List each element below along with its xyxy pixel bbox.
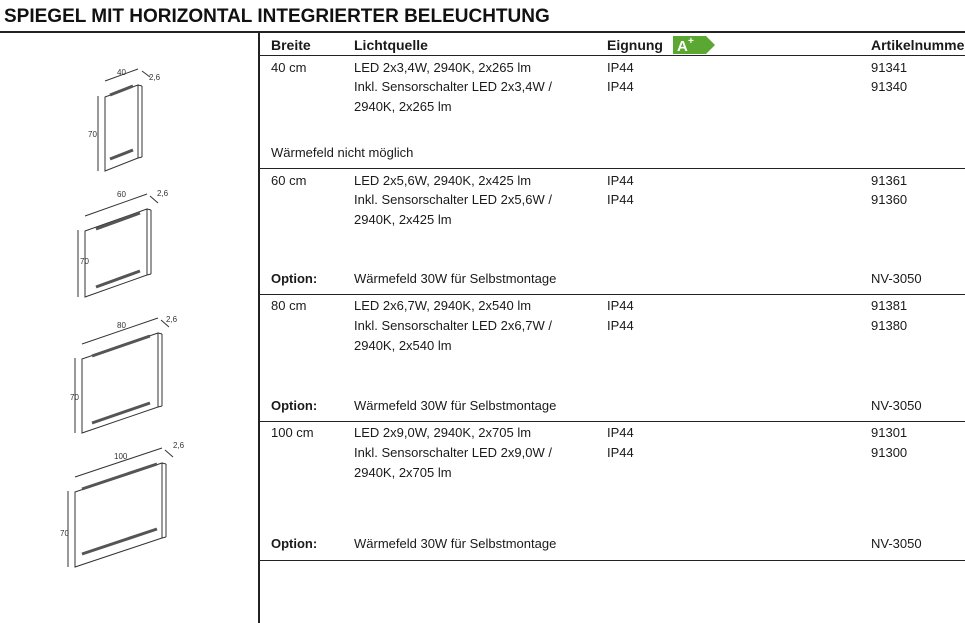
column-divider xyxy=(258,33,260,623)
energy-plus: + xyxy=(688,36,694,47)
row-lichtquelle: LED 2x5,6W, 2940K, 2x425 lm xyxy=(354,173,532,188)
group-divider xyxy=(260,168,965,169)
sketch-height-label: 70 xyxy=(70,393,79,402)
option-text: Wärmefeld 30W für Selbstmontage xyxy=(354,271,557,286)
row-lichtquelle: Inkl. Sensorschalter LED 2x6,7W / xyxy=(354,318,552,333)
row-eignung: IP44 xyxy=(607,425,634,440)
option-text: Wärmefeld 30W für Selbstmontage xyxy=(354,536,557,551)
row-breite: 80 cm xyxy=(271,298,307,313)
row-lichtquelle: Inkl. Sensorschalter LED 2x3,4W / xyxy=(354,79,552,94)
row-artikel: 91341 xyxy=(871,60,908,75)
row-artikel: 91360 xyxy=(871,192,908,207)
energy-label-icon xyxy=(673,36,715,54)
sketch-width-label: 40 xyxy=(117,68,126,77)
option-artikel: NV-3050 xyxy=(871,536,922,551)
group-divider xyxy=(260,421,965,422)
row-lichtquelle-cont: 2940K, 2x265 lm xyxy=(354,99,452,114)
energy-class: A xyxy=(677,38,688,54)
row-eignung: IP44 xyxy=(607,445,634,460)
row-artikel: 91300 xyxy=(871,445,908,460)
sketch-depth-label: 2,6 xyxy=(166,315,178,324)
row-lichtquelle: LED 2x3,4W, 2940K, 2x265 lm xyxy=(354,60,532,75)
row-lichtquelle: Inkl. Sensorschalter LED 2x5,6W / xyxy=(354,192,552,207)
option-label: Option: xyxy=(271,536,318,551)
sketch-height-label: 70 xyxy=(60,529,69,538)
option-text: Wärmefeld 30W für Selbstmontage xyxy=(354,398,557,413)
row-breite: 40 cm xyxy=(271,60,307,75)
sketch-depth-label: 2,6 xyxy=(157,189,169,198)
sketch-depth-label: 2,6 xyxy=(173,441,185,450)
sketch-width-label: 100 xyxy=(114,452,128,461)
page-title: SPIEGEL MIT HORIZONTAL INTEGRIERTER BELEUCHTUNG xyxy=(4,6,550,27)
option-label: Option: xyxy=(271,271,318,286)
row-artikel: 91301 xyxy=(871,425,908,440)
row-lichtquelle: LED 2x6,7W, 2940K, 2x540 lm xyxy=(354,298,532,313)
row-lichtquelle-cont: 2940K, 2x540 lm xyxy=(354,338,452,353)
sketch-depth-label: 2,6 xyxy=(149,73,161,82)
row-artikel: 91381 xyxy=(871,298,908,313)
mirror-sketch-60 xyxy=(78,194,158,297)
column-header-artikelnummer: Artikelnumme xyxy=(871,37,965,53)
row-eignung: IP44 xyxy=(607,298,634,313)
row-eignung: IP44 xyxy=(607,60,634,75)
column-header-lichtquelle: Lichtquelle xyxy=(354,37,428,53)
column-header-eignung: Eignung xyxy=(607,37,663,53)
column-header-breite: Breite xyxy=(271,37,311,53)
table-bottom-divider xyxy=(260,560,965,561)
row-lichtquelle-cont: 2940K, 2x705 lm xyxy=(354,465,452,480)
group-divider xyxy=(260,294,965,295)
row-eignung: IP44 xyxy=(607,173,634,188)
option-artikel: NV-3050 xyxy=(871,271,922,286)
mirror-sketch-80 xyxy=(75,318,169,433)
header-divider xyxy=(260,55,965,56)
group-note: Wärmefeld nicht möglich xyxy=(271,145,414,160)
option-label: Option: xyxy=(271,398,318,413)
row-lichtquelle-cont: 2940K, 2x425 lm xyxy=(354,212,452,227)
sketch-width-label: 60 xyxy=(117,190,126,199)
mirror-sketch-40 xyxy=(98,69,150,171)
row-artikel: 91380 xyxy=(871,318,908,333)
mirror-sketch-100 xyxy=(68,448,173,567)
row-lichtquelle: Inkl. Sensorschalter LED 2x9,0W / xyxy=(354,445,552,460)
sketch-height-label: 70 xyxy=(88,130,97,139)
row-artikel: 91361 xyxy=(871,173,908,188)
mirror-sketches xyxy=(0,33,258,623)
sketch-height-label: 70 xyxy=(80,257,89,266)
row-breite: 100 cm xyxy=(271,425,314,440)
row-eignung: IP44 xyxy=(607,79,634,94)
row-eignung: IP44 xyxy=(607,318,634,333)
row-artikel: 91340 xyxy=(871,79,908,94)
row-lichtquelle: LED 2x9,0W, 2940K, 2x705 lm xyxy=(354,425,532,440)
row-breite: 60 cm xyxy=(271,173,307,188)
row-eignung: IP44 xyxy=(607,192,634,207)
option-artikel: NV-3050 xyxy=(871,398,922,413)
sketch-width-label: 80 xyxy=(117,321,126,330)
